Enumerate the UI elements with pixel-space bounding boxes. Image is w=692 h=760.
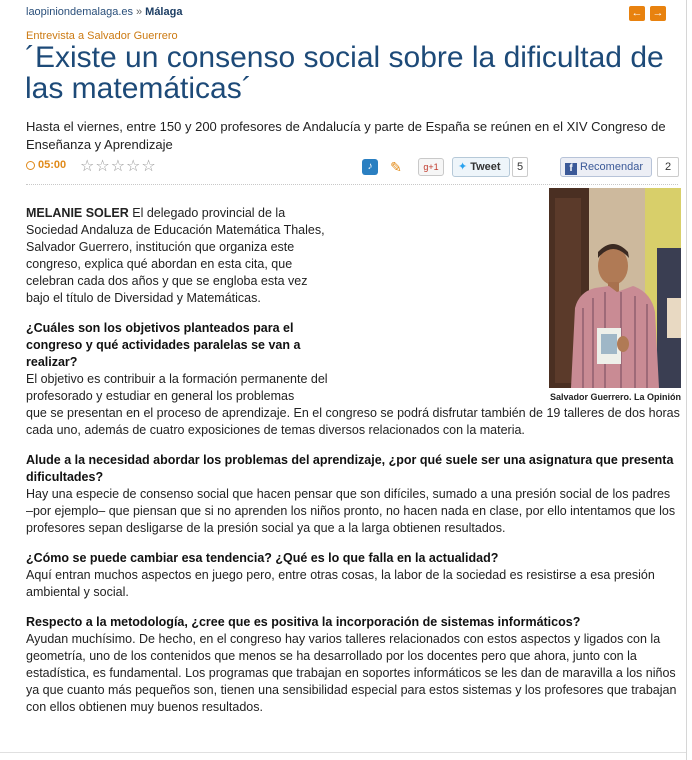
answer-4: Ayudan muchísimo. De hecho, en el congreso hay varios talleres relacionados con estos aspectos y ligados con la geometría, uno de los contenidos que menos se ha desarrollado por los docentes pero que ahora, junto con la estadística, es fundamental. Los programas que trabajan en soportes informáticos se les dan de maravilla a los niños ya que cuanto más pequeños son, tienen una sensibilidad especial para estos sistemas y los profesores que trabajan con ellos obtienen muy buenos resultados. <box>26 632 677 714</box>
share-icon[interactable]: ✎ <box>390 159 402 175</box>
publish-time <box>26 159 66 171</box>
question-answer-2 <box>26 452 680 537</box>
arrow-left-icon: ← <box>631 7 643 19</box>
toolbar-divider <box>26 184 678 185</box>
article-body <box>26 205 680 729</box>
breadcrumb-site-link[interactable]: laopiniondemalaga.es <box>26 6 134 18</box>
gplus-icon: g <box>423 162 429 172</box>
article-title: ´Existe un consenso social sobre la dificultad de las matemáticas´ <box>25 41 664 105</box>
facebook-recommend-label: Recomendar <box>580 161 643 173</box>
facebook-icon: f <box>565 163 577 175</box>
next-article-button[interactable] <box>650 6 666 21</box>
prev-article-button[interactable] <box>629 6 645 21</box>
answer-1-part-1: El objetivo es contribuir a la formación permanente del profesorado y estudiar en general los problemas <box>26 372 328 403</box>
answer-2: Hay una especie de consenso social que hacen pensar que son difíciles, sumado a una presión social de los padres –por ejemplo– que piensan que si no aprenden los niños pronto, no hacen nada en clase, por ello intentamos que los profesores sepan desligarse de la presión social ya que a la larga obtienen resultados. <box>26 487 676 535</box>
breadcrumb <box>26 6 182 18</box>
article-author: MELANIE SOLER <box>26 206 129 220</box>
photo-caption: Salvador Guerrero. La Opinión <box>549 392 681 402</box>
meneame-icon[interactable]: ♪ <box>362 159 378 175</box>
article-subtitle: Hasta el viernes, entre 150 y 200 profesores de Andalucía y parte de España se reúnen en el XIV Congreso de Enseñanza y Aprendizaje <box>26 119 666 152</box>
tweet-button[interactable] <box>452 157 510 177</box>
question-4: Respecto a la metodología, ¿cree que es positiva la incorporación de sistemas informáticos? <box>26 615 581 629</box>
tweet-count: 5 <box>512 157 528 177</box>
clock-icon <box>26 161 35 170</box>
facebook-count: 2 <box>657 157 679 177</box>
page-border <box>686 0 687 760</box>
answer-1-part-2: que se presentan en el proceso de aprendizaje. En el congreso se podrá disfrutar también de 19 talleres de dos horas cada uno, además de cuatro exposiciones de temas diversos relacionados con la materia. <box>26 406 680 437</box>
answer-3: Aquí entran muchos aspectos en juego pero, entre otras cosas, la labor de la sociedad es resistirse a esa presión ambiental y social. <box>26 568 655 599</box>
bottom-divider <box>0 752 686 753</box>
gplus-button[interactable] <box>418 158 444 176</box>
article-intro <box>26 205 331 307</box>
question-answer-4 <box>26 614 680 716</box>
question-3: ¿Cómo se puede cambiar esa tendencia? ¿Qué es lo que falla en la actualidad? <box>26 551 499 565</box>
intro-text: El delegado provincial de la Sociedad Andaluza de Educación Matemática Thales, Salvador Guerrero, institución que organiza este congreso, explica qué abordan en esta cita, que celebran cada dos años y que se engloba esta vez bajo el título de Diversidad y Matemáticas. <box>26 206 325 305</box>
breadcrumb-separator: » <box>136 6 143 18</box>
article-kicker: Entrevista a Salvador Guerrero <box>26 30 178 42</box>
question-answer-1 <box>26 320 680 439</box>
twitter-bird-icon: ✦ <box>458 161 468 173</box>
arrow-right-icon: → <box>652 7 664 19</box>
breadcrumb-section-link[interactable]: Málaga <box>145 6 183 18</box>
publish-time-label: 05:00 <box>38 159 67 171</box>
question-2: Alude a la necesidad abordar los problemas del aprendizaje, ¿por qué suele ser una asignatura que presenta dificultades? <box>26 453 674 484</box>
rating-stars[interactable]: ☆☆☆☆☆ <box>80 158 157 175</box>
question-answer-3 <box>26 550 680 601</box>
facebook-recommend-button[interactable] <box>560 157 652 177</box>
article-toolbar <box>26 156 678 180</box>
tweet-label: Tweet <box>470 161 501 173</box>
question-1: ¿Cuáles son los objetivos planteados para el congreso y qué actividades paralelas se van a realizar? <box>26 321 301 369</box>
gplus-label: +1 <box>428 162 439 172</box>
